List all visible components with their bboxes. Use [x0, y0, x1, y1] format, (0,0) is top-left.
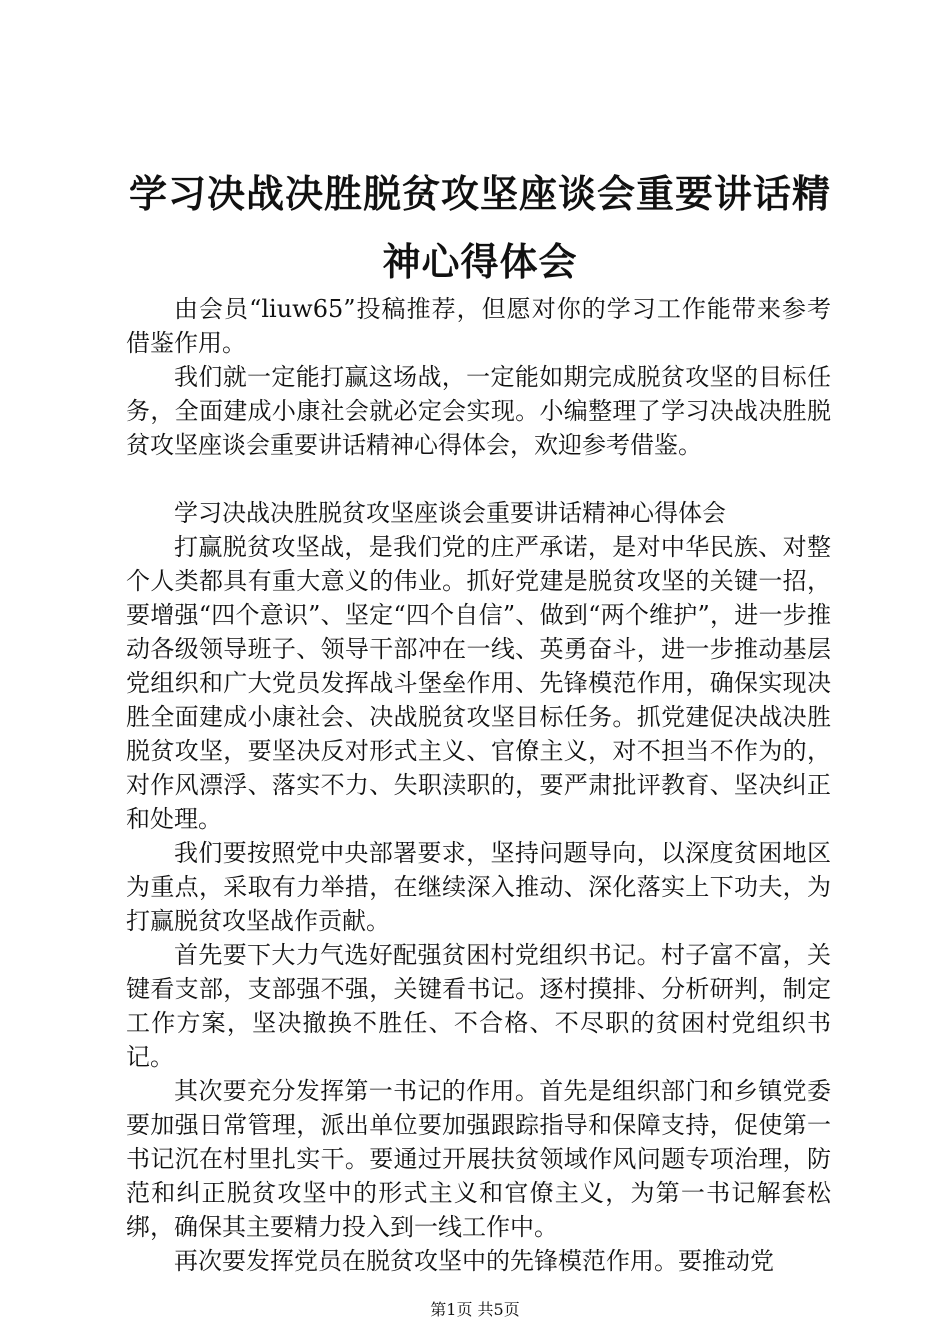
document-title: 学习决战决胜脱贫攻坚座谈会重要讲话精神心得体会	[128, 172, 831, 284]
body-paragraph: 打赢脱贫攻坚战，是我们党的庄严承诺，是对中华民族、对整个人类都具有重大意义的伟业。抓好党建是脱贫攻坚的关键一招，要增强“四个意识”、坚定“四个自信”、做到“两个维护”，进一步推动各级领导班子、领导干部冲在一线、英勇奋斗，进一步推动基层党组织和广大党员发挥战斗堡垒作用、先锋模范作用，确保实现决胜全面建成小康社会、决战脱贫攻坚目标任务。抓党建促决战决胜脱贫攻坚，要坚决反对形式主义、官僚主义，对不担当不作为的，对作风漂浮、落实不力、失职渎职的，要严肃批评教育、坚决纠正和处理。	[126, 533, 831, 833]
body-paragraph: 其次要充分发挥第一书记的作用。首先是组织部门和乡镇党委要加强日常管理，派出单位要加强跟踪指导和保障支持，促使第一书记沉在村里扎实干。要通过开展扶贫领域作风问题专项治理，防范和纠正脱贫攻坚中的形式主义和官僚主义，为第一书记解套松绑，确保其主要精力投入到一线工作中。	[126, 1077, 831, 1241]
intro-paragraph: 我们就一定能打赢这场战，一定能如期完成脱贫攻坚的目标任务，全面建成小康社会就必定会实现。小编整理了学习决战决胜脱贫攻坚座谈会重要讲话精神心得体会，欢迎参考借鉴。	[126, 363, 831, 459]
body-paragraph: 再次要发挥党员在脱贫攻坚中的先锋模范作用。要推动党	[174, 1247, 774, 1275]
body-paragraph: 首先要下大力气选好配强贫困村党组织书记。村子富不富，关键看支部，支部强不强，关键看书记。逐村摸排、分析研判，制定工作方案，坚决撤换不胜任、不合格、不尽职的贫困村党组织书记。	[126, 941, 831, 1071]
document-body	[126, 292, 831, 1278]
section-heading: 学习决战决胜脱贫攻坚座谈会重要讲话精神心得体会	[174, 499, 726, 527]
paragraph-spacer	[126, 462, 831, 496]
intro-paragraph: 由会员“liuw65”投稿推荐，但愿对你的学习工作能带来参考借鉴作用。	[126, 295, 831, 357]
page-footer: 第1页 共5页	[430, 1300, 520, 1319]
body-paragraph: 我们要按照党中央部署要求，坚持问题导向，以深度贫困地区为重点，采取有力举措，在继续深入推动、深化落实上下功夫，为打赢脱贫攻坚战作贡献。	[126, 839, 831, 935]
